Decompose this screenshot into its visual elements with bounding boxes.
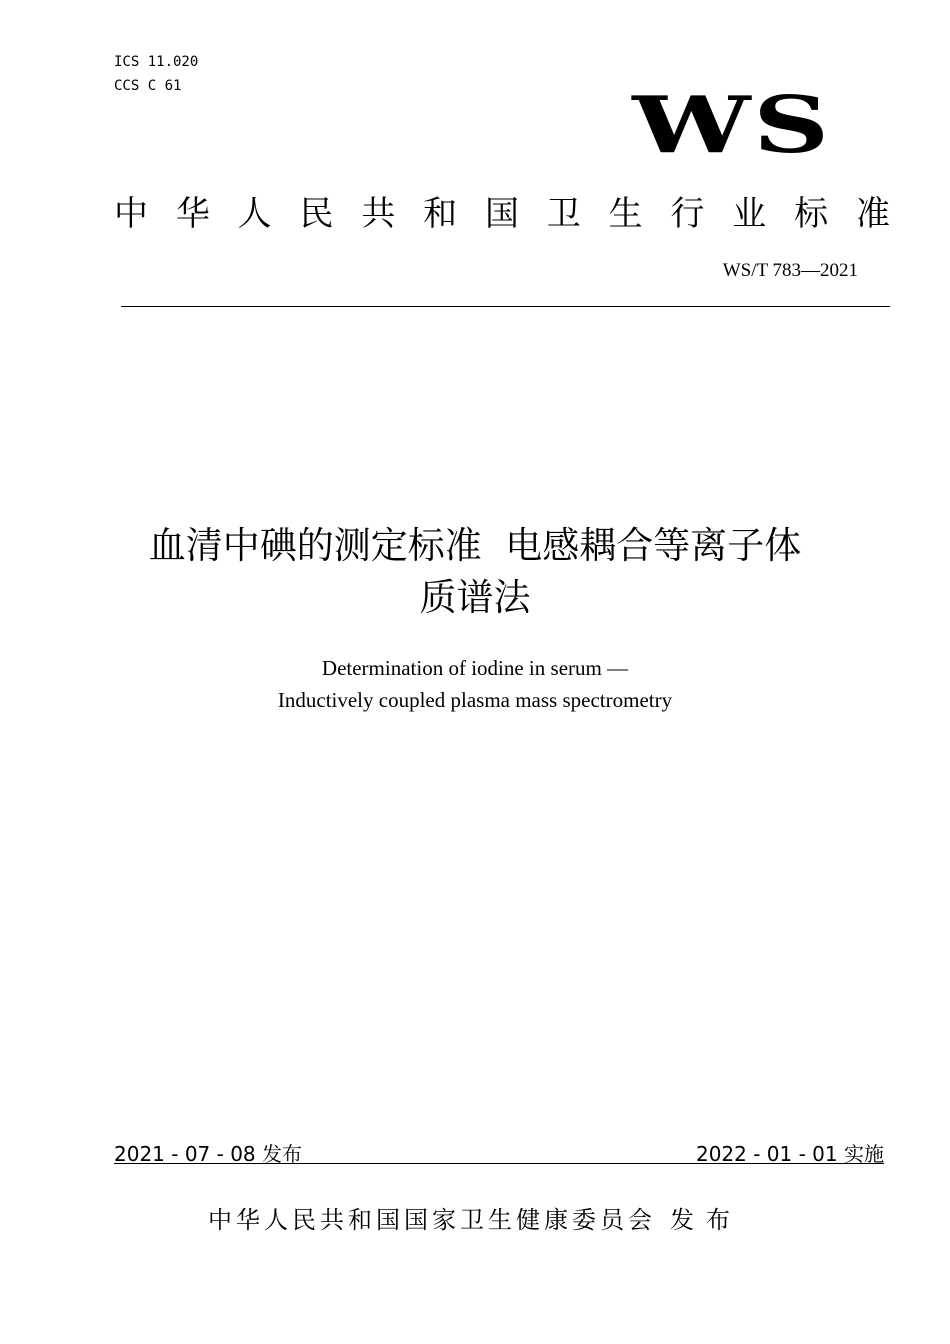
standard-body-char: 标 [794, 194, 829, 234]
ics-code: ICS 11.020 [114, 54, 199, 70]
standard-body-char: 国 [484, 194, 519, 234]
title-en-line1: Determination of iodine in serum — [321, 656, 629, 680]
issuer-verb: 发布 [670, 1206, 742, 1234]
document-title-cn [0, 520, 950, 624]
standard-body-char: 中 [114, 194, 148, 234]
implementation-date: 2022 - 01 - 01 实施 [695, 1142, 884, 1166]
standard-number: WS/T 783—2021 [722, 260, 858, 281]
header-divider [121, 306, 890, 307]
classification-codes [114, 50, 198, 98]
title-cn-line1: 血清中碘的测定标准 电感耦合等离子体 [148, 524, 802, 567]
footer-divider [114, 1163, 884, 1164]
title-en-line2: Inductively coupled plasma mass spectrometry [277, 688, 673, 712]
ws-logo: WS [632, 80, 832, 171]
standard-body-char: 和 [423, 194, 458, 234]
standard-body-char: 生 [608, 194, 643, 234]
standard-body-char: 华 [175, 194, 210, 234]
standard-body-char: 业 [732, 194, 767, 234]
title-cn-line2: 质谱法 [419, 576, 531, 619]
issuing-authority [0, 1200, 950, 1235]
issue-date: 2021 - 07 - 08 发布 [114, 1142, 303, 1166]
standard-body-char: 人 [237, 194, 272, 234]
standard-body-title [114, 186, 890, 235]
ccs-code: CCS C 61 [114, 78, 182, 94]
standard-body-char: 民 [299, 194, 334, 234]
issuer-name: 中华人民共和国国家卫生健康委员会 [208, 1206, 656, 1234]
standard-body-char: 行 [670, 194, 705, 234]
standard-body-char: 共 [361, 194, 396, 234]
standard-body-char: 准 [855, 194, 890, 234]
document-title-en [0, 652, 950, 716]
standard-body-char: 卫 [546, 194, 581, 234]
